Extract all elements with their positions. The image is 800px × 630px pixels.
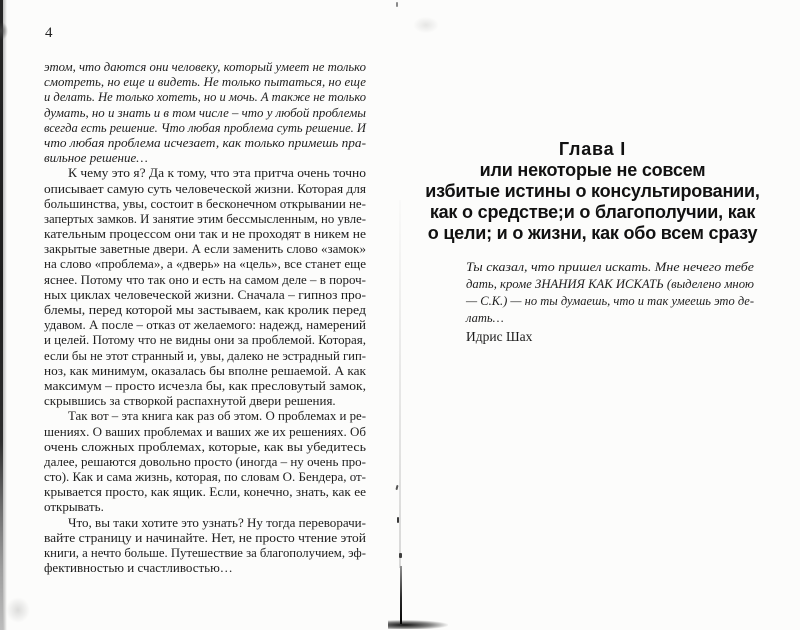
body-line bbox=[44, 165, 366, 180]
body-line bbox=[44, 560, 366, 575]
epigraph-line-text: — С.К.) — но ты думаешь, что и так умеешь это де- bbox=[466, 294, 754, 308]
chapter-heading-line: избитые истины о консультировании, bbox=[425, 181, 760, 201]
body-line-text: очень сложных проблемах, которые, как вы убедитесь bbox=[44, 438, 366, 454]
body-line-text: кательным процессом они так и не проходят в никем не bbox=[44, 226, 366, 242]
epigraph-line-text: Ты сказал, что пришел искать. Мне нечего тебе bbox=[466, 260, 754, 274]
body-line bbox=[44, 241, 366, 256]
body-line bbox=[44, 120, 366, 135]
epigraph-line bbox=[466, 259, 754, 276]
body-line bbox=[44, 439, 366, 454]
body-line-text: и целей. Потому что не видны они за проблемой. Которая, bbox=[44, 332, 366, 348]
chapter-heading-line: о цели; и о жизни, как обо всем сразу bbox=[427, 223, 758, 243]
epigraph-line bbox=[466, 276, 754, 293]
body-line-text: вайте страницу и начинайте. Нет, не просто чтение этой bbox=[44, 529, 366, 545]
chapter-heading-line: или некоторые не совсем bbox=[479, 160, 706, 180]
left-page-body bbox=[44, 59, 366, 575]
body-line-text: описывает самую суть человеческой жизни. Которая для bbox=[44, 180, 366, 196]
body-line bbox=[44, 332, 366, 347]
body-line bbox=[44, 150, 366, 165]
body-line-text: открывать. bbox=[44, 499, 104, 515]
body-line-text: яснее. Потому что так оно и есть на самом деле – в пороч- bbox=[44, 271, 366, 287]
body-line-text: этом, что даются они человеку, который умеет не только bbox=[44, 59, 366, 74]
epigraph-line-text: лать… bbox=[466, 311, 504, 325]
epigraph-lines bbox=[466, 259, 754, 327]
body-line bbox=[44, 454, 366, 469]
body-line-text: что любая проблема исчезает, как только примешь пра- bbox=[44, 134, 366, 150]
body-line bbox=[44, 499, 366, 514]
epigraph bbox=[466, 259, 754, 345]
body-line-text: на слово «проблема», а «дверь» на «цель», все станет еще bbox=[44, 256, 366, 272]
body-line bbox=[44, 196, 366, 211]
body-line bbox=[44, 226, 366, 241]
body-paragraph bbox=[44, 408, 366, 514]
body-paragraph bbox=[44, 59, 366, 165]
body-line bbox=[44, 393, 366, 408]
chapter-heading-line: как о средстве;и о благополучии, как bbox=[429, 202, 756, 222]
body-line-text: ных циклах человеческой жизни. Сначала – гипноз про- bbox=[44, 286, 366, 302]
chapter-heading bbox=[405, 139, 780, 244]
body-line bbox=[44, 530, 366, 545]
body-line bbox=[44, 469, 366, 484]
body-line-text: закрытые заветные двери. А если заменить слово «замок» bbox=[44, 241, 367, 257]
body-line-text: далее, решаются довольно просто (иногда – ну очень про- bbox=[44, 453, 366, 469]
body-line bbox=[44, 256, 366, 271]
body-line bbox=[44, 211, 366, 226]
body-line-text: фективностью и счастливостью… bbox=[44, 560, 233, 576]
body-line bbox=[44, 105, 366, 120]
body-line-text: если бы не этот странный и, увы, далеко не эстрадный гип- bbox=[44, 347, 366, 363]
body-line bbox=[44, 545, 366, 560]
body-line-text: запертых замков. И занятие этим бессмысленным, но увле- bbox=[44, 210, 366, 226]
page-number: 4 bbox=[45, 25, 53, 41]
body-line bbox=[44, 484, 366, 499]
body-line bbox=[44, 135, 366, 150]
body-line-text: максимум – просто исчезла бы, как пресловутый замок, bbox=[44, 377, 366, 393]
body-line-text: Так вот – эта книга как раз об этом. О проблемах и ре- bbox=[68, 408, 366, 424]
epigraph-line-text: дать, кроме ЗНАНИЯ КАК ИСКАТЬ (выделено мною bbox=[466, 277, 754, 291]
epigraph-line bbox=[466, 310, 754, 327]
chapter-heading-line: Глава I bbox=[558, 139, 627, 159]
body-line bbox=[44, 515, 366, 530]
epigraph-line bbox=[466, 293, 754, 310]
body-line-text: большинства, увы, состоит в бесконечном открывании не- bbox=[44, 195, 366, 211]
body-line bbox=[44, 408, 366, 423]
body-line-text: смотреть, но еще и видеть. Не только пытаться, но еще bbox=[44, 74, 366, 90]
body-line-text: сто). Как и сама жизнь, которая, по словам О. Бендера, от- bbox=[44, 469, 366, 485]
body-line bbox=[44, 272, 366, 287]
body-line-text: ноз, как минимум, оказалась бы вполне решаемой. А как bbox=[44, 362, 366, 378]
body-line-text: шениях. О ваших проблемах и ваших же их решениях. Об bbox=[44, 423, 366, 439]
body-line-text: К чему это я? Да к тому, что эта притча очень точно bbox=[68, 165, 366, 181]
body-line-text: удавом. А после – отказ от желаемого: надежд, намерений bbox=[44, 317, 366, 333]
body-line-text: Что, вы таки хотите это узнать? Ну тогда переворачи- bbox=[68, 514, 366, 530]
epigraph-attribution: Идрис Шах bbox=[466, 329, 533, 344]
body-line-text: всегда есть решение. Что любая проблема суть решение. И bbox=[44, 119, 366, 135]
body-line-text: книги, а нечто больше. Путешествие за благополучием, эф- bbox=[44, 545, 366, 560]
body-line-text: скрывшись за створкой распахнутой двери решения. bbox=[44, 393, 336, 409]
body-line bbox=[44, 59, 366, 74]
body-line bbox=[44, 348, 366, 363]
body-line bbox=[44, 378, 366, 393]
body-line bbox=[44, 181, 366, 196]
body-line-text: блемы, перед которой мы застываем, как кролик перед bbox=[44, 302, 366, 317]
right-page bbox=[400, 0, 800, 630]
body-line-text: думать, но и знать и в том числе – что у любой проблемы bbox=[44, 104, 366, 120]
body-line bbox=[44, 302, 366, 317]
body-line-text: вильное решение… bbox=[44, 150, 148, 166]
body-line bbox=[44, 89, 366, 104]
body-line bbox=[44, 363, 366, 378]
body-line bbox=[44, 287, 366, 302]
body-line-text: крывается просто, как ящик. Если, конечно, знать, как ее bbox=[44, 484, 366, 500]
body-line bbox=[44, 317, 366, 332]
body-line bbox=[44, 424, 366, 439]
body-line bbox=[44, 74, 366, 89]
body-paragraph bbox=[44, 515, 366, 576]
body-line-text: и делать. Не только хотеть, но и мочь. А также не только bbox=[44, 89, 366, 105]
body-paragraph bbox=[44, 165, 366, 408]
